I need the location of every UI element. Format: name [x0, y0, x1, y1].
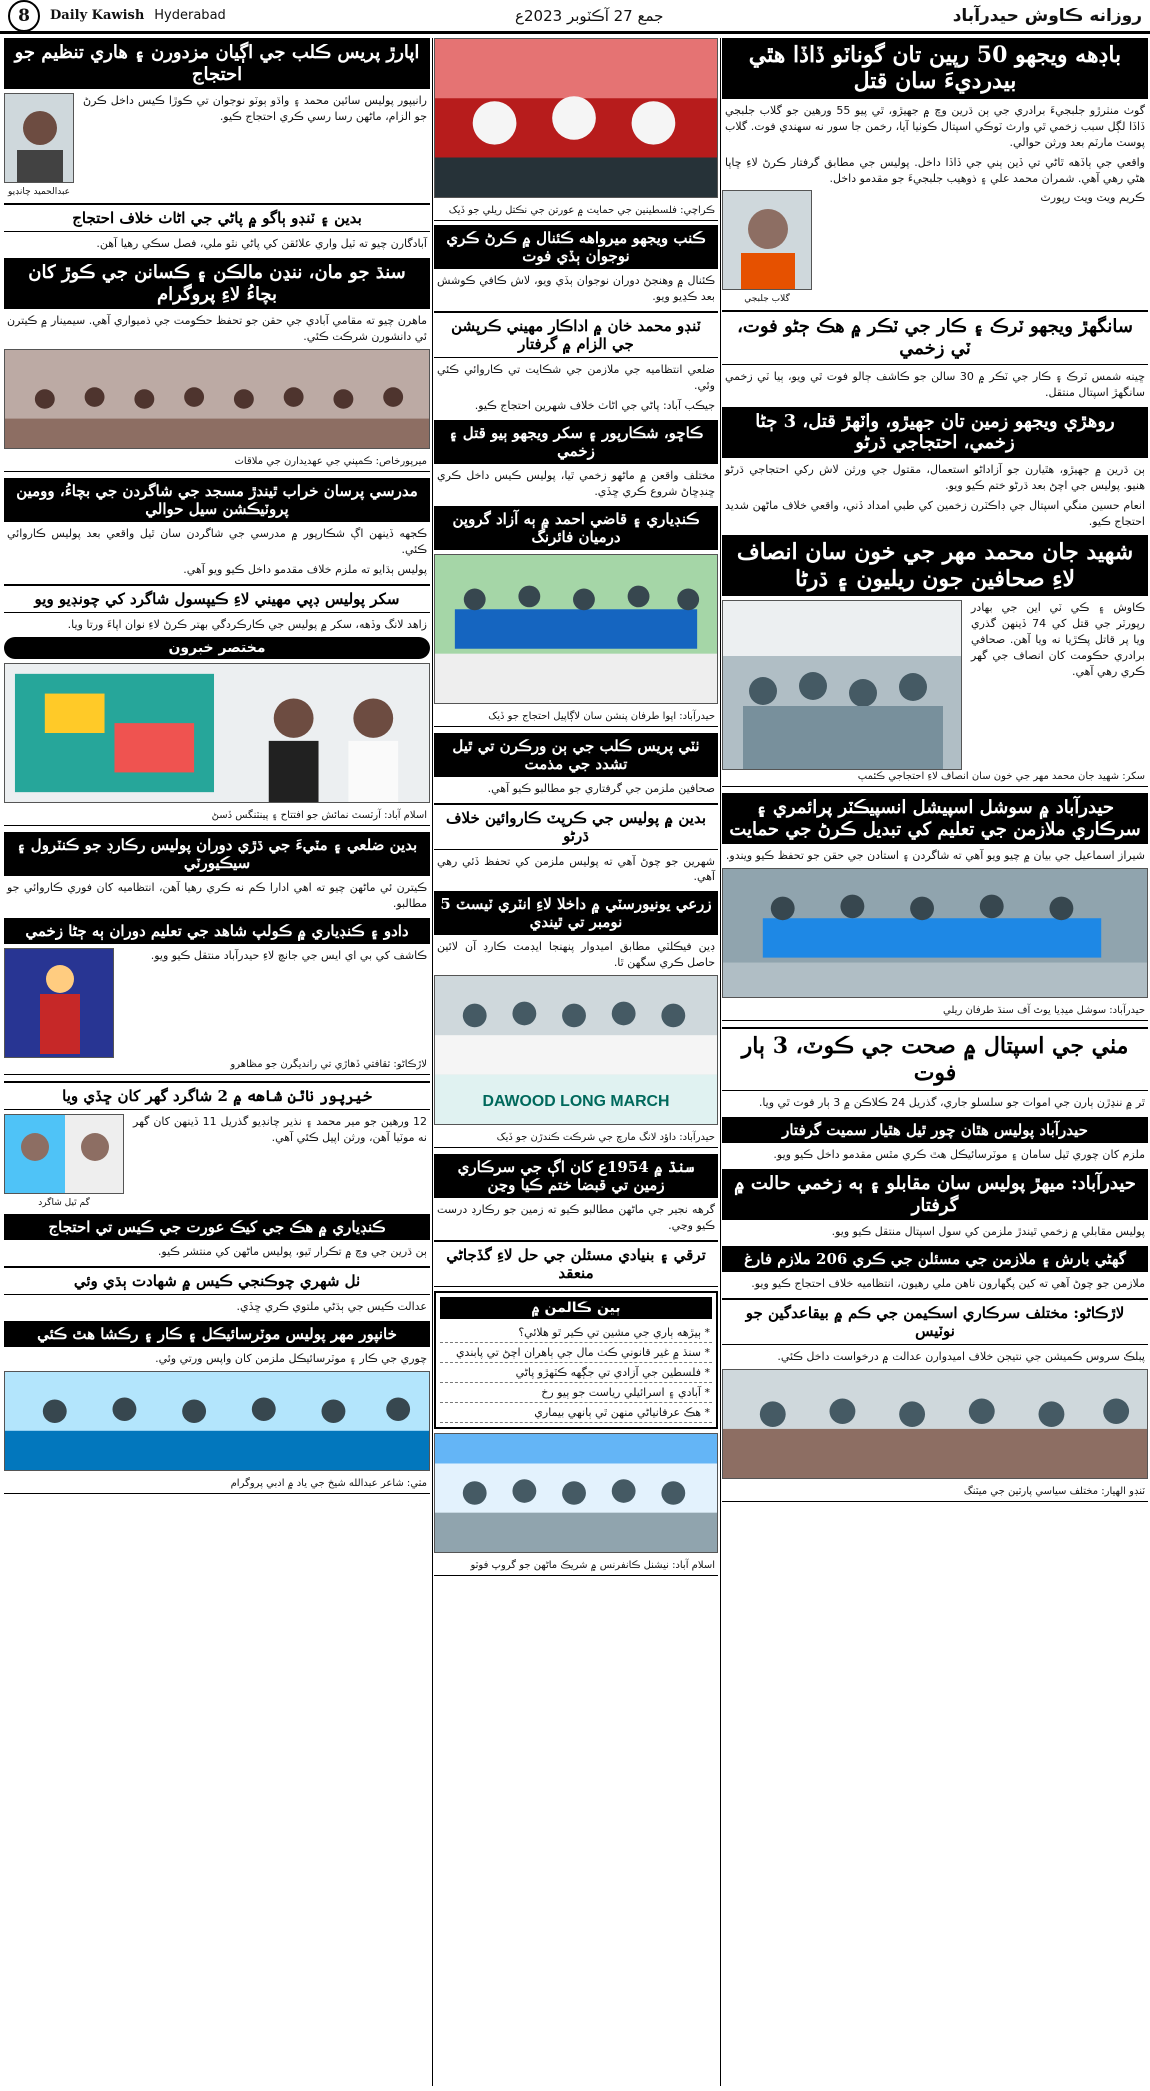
- story-body: پبلڪ سروس ڪميشن جي نتيجن خلاف اميدوارن عدالت ۾ درخواست داخل ڪئي.: [777, 1350, 1145, 1364]
- short-news-title: مختصر خبرون: [4, 637, 430, 659]
- portrait-caption: گم ٿيل شاگرد: [38, 1197, 90, 1208]
- photo-caption: ميرپورخاص: ڪمپني جي عهديدارن جي ملاقات: [4, 455, 430, 472]
- masthead-left: [8, 0, 226, 32]
- box-item[interactable]: * هڪ عرفانياڻي منهن ٿي ٻانهي بيماري: [440, 1403, 712, 1423]
- story: [4, 1266, 430, 1315]
- box-item[interactable]: * آبادي ۽ اسرائيلي رياست جو ٻيو رخ: [440, 1383, 712, 1403]
- box-item[interactable]: * فلسطين جي آزادي تي جڳهه ڪٽهڙو پاڻي: [440, 1363, 712, 1383]
- portrait-caption: عبدالحميد چانڊيو: [7, 187, 71, 198]
- story-body: ڪاشف کي بي اي ايس جي جانچ لاءِ حيدرآباد منتقل ڪيو ويو.: [150, 948, 427, 962]
- story: [4, 258, 430, 472]
- headline: بدين ۾ پوليس جي ڪرپٽ ڪاروائين خلاف ڌرڻو: [434, 803, 718, 850]
- portrait-photo: [4, 93, 74, 183]
- issue-date: جمع 27 آڪٽوبر 2023ع: [515, 6, 664, 25]
- headline: خيرپور ناٿن شاهه ۾ 2 شاگرد گهر کان ڇڏي ويا: [4, 1081, 430, 1110]
- story: [4, 1321, 430, 1494]
- column-rule: [720, 38, 721, 2086]
- headline: باڊهه ويجهو 50 رپين تان گوناٽو ڏاڏا هٿي بيدرديءَ سان قتل: [722, 38, 1148, 99]
- urdu-title: روزانه ڪاوش حيدرآباد: [952, 5, 1142, 26]
- headline: لاڙڪاڻو: مختلف سرڪاري اسڪيمن جي ڪم ۾ بيقاعدگين جو نوٽيس: [722, 1298, 1148, 1345]
- headline: اپارڙ پريس ڪلب جي اڳيان مزدورن ۽ هاري تنظيم جو احتجاج: [4, 38, 430, 89]
- story-body: ملازمن جو چوڻ آهي ته کين پگهارون ناهن ملي رهيون، انتظاميه خلاف احتجاج ڪيو ويو.: [751, 1277, 1145, 1291]
- portrait: [722, 190, 812, 304]
- story-body: انعام حسين منگي اسپتال جي ڊاڪٽرن زخمين کي طبي امداد ڏني، واقعي خلاف ماڻهن شديد احتجاج ڪيو.: [725, 498, 1145, 528]
- story-body: ڊين فيڪلٽي مطابق اميدوار پنهنجا ايڊمٽ ڪارڊ آن لائين حاصل ڪري سگهن ٿا.: [437, 940, 715, 970]
- photo-caption: حيدرآباد: سوشل ميڊيا يوٿ آف سنڌ طرفان ريلي: [722, 1004, 1148, 1021]
- story: [4, 1081, 430, 1208]
- headline: سنڌ جو مان، ننڍن مالڪن ۽ ڪسانن جي ڪوڙ کان بچاءُ لاءِ پروگرام: [4, 258, 430, 309]
- photo-caption: سکر: شهيد جان محمد مهر جي خون سان انصاف لاءِ احتجاجي ڪئمپ: [722, 770, 1148, 787]
- photo-caption: حيدرآباد: داؤد لانگ مارچ جي شرڪت ڪندڙن جو ڏيک: [434, 1131, 718, 1148]
- story: [4, 918, 430, 1075]
- box-item[interactable]: * سنڌ ۾ غير قانوني ڪٺ مال جي ٻاهران اچڻ تي پابندي: [440, 1343, 712, 1363]
- photo-caption: حيدرآباد: اپوا طرفان پنشن سان لاڳاپيل احتجاج جو ڏيک: [434, 710, 718, 727]
- headline: ڪنب ويجهو ميرواهه ڪئنال ۾ ڪرڻ ڪري نوجوان ٻڏي فوت: [434, 225, 718, 269]
- english-title: Daily Kawish: [50, 8, 145, 23]
- headline: دادو ۽ ڪنڊياري ۾ ڪولپ شاهد جي تعليم دوران ٻه ڄڻا زخمي: [4, 918, 430, 944]
- portrait: [4, 1114, 124, 1208]
- story-body: آبادگارن چيو ته ٽيل واري علائقن کي پاڻي نٿو ملي، فصل سڪي رهيا آهن.: [96, 237, 427, 251]
- story: [434, 420, 718, 500]
- column-rule: [432, 38, 433, 2086]
- crowd-photo: [4, 349, 430, 449]
- photo-caption: لاڙڪاڻو: ثقافتي ڏهاڙي تي رانديگرن جو مظاهرو: [4, 1058, 430, 1075]
- story-body: شيراز اسماعيل جي بيان ۾ چيو ويو آهي ته شاگردن ۽ استادن جي حقن جو تحفظ ڪيو ويندو.: [725, 849, 1145, 863]
- story: [4, 1214, 430, 1260]
- story-body: ماهرن چيو ته مقامي آبادي جي حقن جو تحفظ حڪومت جي ذميواري آهي. سيمينار ۾ ڪيترن ئي دانشورن شرڪت ڪئي.: [7, 314, 427, 344]
- portrait: [4, 93, 74, 197]
- story-body: ضلعي انتظاميه جي ملازمن جي شڪايت تي ڪاروائي ڪئي وئي.: [437, 362, 715, 392]
- literary-event-photo: [4, 1371, 430, 1471]
- story-body: ٻن ڌرين ۾ جهيڙو، هٿيارن جو آزاداڻو استعمال، مقتول جي ورثن لاش رکي احتجاجي ڌرڻو هنيو. پوليس جي اچڻ بعد ڌرڻو ختم ڪيو ويو.: [725, 462, 1145, 492]
- story: [434, 311, 718, 414]
- headline: سکر پوليس ڊپي مهيني لاءِ ڪيپسول شاگرد کي چونڊيو ويو: [4, 584, 430, 613]
- story: [434, 38, 718, 305]
- headline: ڪنڊياري ۽ قاضي احمد ۾ ٻه آزاد گروپن درميان فائرنگ: [434, 506, 718, 550]
- story-body: ڪئنال ۾ وهنجڻ دوران نوجوان ٻڏي ويو، لاش ڪافي ڪوشش بعد ڪڍيو ويو.: [437, 274, 715, 303]
- story-body: 12 ورهين جو مير محمد ۽ نذير چانڊيو گذريل 11 ڏينهن کان گهر نه موٽيا آهن، ورثن اپيل ڪئي آهي.: [133, 1114, 427, 1144]
- story-body: صحافين ملزمن جي گرفتاري جو مطالبو ڪيو آهي.: [487, 781, 715, 795]
- pension-protest-photo: [434, 554, 718, 704]
- headline: بدين ۽ ٽنڊو ٻاگو ۾ پاڻي جي اڻاٺ خلاف احتجاج: [4, 203, 430, 232]
- art-exhibition-photo: [4, 663, 430, 803]
- conference-photo: [434, 1433, 718, 1553]
- long-march-photo: [434, 975, 718, 1125]
- banner-text: DAWOOD LONG MARCH: [482, 1093, 670, 1111]
- cultural-performer-photo: [4, 948, 114, 1058]
- headline: مدرسي پرسان خراب ٿيندڙ مسجد جي شاگردن جي بچاءُ، وومين پروٽيڪشن سيل حوالي: [4, 478, 430, 522]
- story-body: ڪجهه ڏينهن اڳ شڪارپور ۾ مدرسي جي شاگردن سان ٿيل واقعي بعد پوليس ڪاروائي ڪئي.: [7, 527, 427, 557]
- story: [722, 1117, 1148, 1163]
- story-body: ملزم کان چوري ٿيل سامان ۽ موٽرسائيڪل هٿ ڪري مٿس مقدمو داخل ڪيو ويو.: [773, 1148, 1145, 1162]
- women-rally-photo: [434, 38, 718, 198]
- story-body: جيڪب آباد: پاڻي جي اڻاٺ خلاف شهرين احتجاج ڪيو.: [474, 398, 715, 412]
- story: [434, 1154, 718, 1234]
- story-row: [4, 1114, 430, 1208]
- story: [434, 1240, 718, 1576]
- page-number: 8: [8, 0, 40, 32]
- story: [434, 733, 718, 797]
- story: [434, 506, 718, 727]
- headline: مٺي جي اسپتال ۾ صحت جي ڪوٽ، 3 ٻار فوت: [722, 1027, 1148, 1091]
- story-row: [4, 93, 430, 197]
- story-body: گرهه نجير جي ماڻهن مطالبو ڪيو ته زمين جو رڪارڊ درست ڪيو وڃي.: [437, 1203, 715, 1233]
- story: [722, 38, 1148, 304]
- story-body: ڇينه شمس ٽرڪ ۽ ڪار جي ٽڪر ۾ 30 سالن جو ڪاشف ڄالو فوت ٿي ويو، ٻيا ٽي زخمي سانگهڙ اسپتال منتقل.: [725, 369, 1145, 399]
- photo-caption: ٽنڊو الهيار: مختلف سياسي پارٽين جي ميٽنگ: [722, 1485, 1148, 1502]
- headline: روهڙي ويجهو زمين تان جهيڙو، واٽهڙ قتل، 3 ڄڻا زخمي، احتجاجي ڌرڻو: [722, 407, 1148, 458]
- headline: بدين ضلعي ۽ مٽيءَ جي ڌڙي دوران پوليس رڪارڊ جو ڪنٽرول ۽ سيڪيورٽي: [4, 832, 430, 876]
- inside-pages-box: [434, 1291, 718, 1429]
- story: [4, 832, 430, 912]
- story-row: [4, 948, 430, 1058]
- story-body: پوليس ٻڌايو ته ملزم خلاف مقدمو داخل ڪيو ويو آهي.: [183, 563, 427, 577]
- headline: ٺٽي پريس ڪلب جي ٻن ورڪرن تي ٿيل تشدد جي مذمت: [434, 733, 718, 777]
- story-body: ٻن ڌرين جي وچ ۾ تڪرار ٿيو، پوليس ماڻهن کي منتشر ڪيو.: [157, 1244, 427, 1258]
- story: [722, 1298, 1148, 1502]
- column-right: [722, 38, 1148, 2086]
- headline: ڪنڊياري ۾ هڪ جي کيڪ عورت جي ڪيس تي احتجاج: [4, 1214, 430, 1240]
- story-body: عدالت ڪيس جي ٻڌڻي ملتوي ڪري ڇڏي.: [236, 1299, 427, 1313]
- masthead: [0, 0, 1150, 34]
- story: [722, 407, 1148, 530]
- story-body: مختلف واقعن ۾ ماڻهو زخمي ٿيا، پوليس ڪيس داخل ڪري ڇنڊڇاڻ شروع ڪري ڇڏي.: [437, 468, 715, 498]
- story: [722, 535, 1148, 787]
- portrait-photo: [722, 190, 812, 290]
- missing-students-photo: [4, 1114, 124, 1194]
- story: [722, 1027, 1148, 1111]
- headline: ترقي ۽ بنيادي مسئلن جي حل لاءِ گڏجاڻي منعقد: [434, 1240, 718, 1287]
- story: [434, 891, 718, 1148]
- headline: شهيد جان محمد مهر جي خون سان انصاف لاءِ صحافين جون ريليون ۽ ڌرڻا: [722, 535, 1148, 596]
- story: [722, 1169, 1148, 1240]
- photo-caption: اسلام آباد: آرٽسٽ نمائش جو افتتاح ۽ پينٽنگس ڏسڻ: [4, 809, 430, 826]
- story-body: رانيپور پوليس سائين محمد ۽ واڌو ٻوٽو نوجوان تي ڪوڙا ڪيس داخل ڪرڻ جو الزام، ماڻهن رسا رسي ڪري احتجاج ڪيو.: [83, 94, 427, 124]
- headline: حيدرآباد پوليس هٿان چور ٿيل هٿيار سميت گرفتار: [722, 1117, 1148, 1143]
- story: [722, 310, 1148, 400]
- story-row: [722, 190, 1148, 304]
- story-body: زاهد لانگ وڏهه، سکر ۾ پوليس جي ڪارڪردگي بهتر ڪرڻ لاءِ نوان اپاءَ ورتا ويا.: [67, 618, 427, 631]
- headline: سانگهڙ ويجهو ٽرڪ ۽ ڪار جي ٽڪر ۾ هڪ ڄڻو فوت، ٽي زخمي: [722, 310, 1148, 364]
- story-body: ڪيترن ئي ماڻهن چيو ته اهي ادارا ڪم نه ڪري رهيا آهن، انتظاميه کان فوري ڪاروائي جو مطالبو.: [7, 880, 427, 910]
- story: [4, 478, 430, 578]
- story-body: ٿر ۾ ننڍڙن ٻارن جي اموات جو سلسلو جاري، گذريل 24 ڪلاڪن ۾ 3 ٻار فوت ٿي ويا.: [758, 1096, 1145, 1110]
- column-middle: [434, 38, 718, 2086]
- headline: حيدرآباد ۾ سوشل اسپيشل انسپيڪٽر پرائمري ۽ سرڪاري ملازمن جي تعليم کي تبديل ڪرڻ جي حمايت: [722, 793, 1148, 844]
- headline: حيدرآباد: ميهڙ پوليس سان مقابلو ۽ ٻه زخمي حالت ۾ گرفتار: [722, 1169, 1148, 1220]
- box-item[interactable]: * ٻيڙهه ٻاري جي مشين تي ڪير ٿو هلائي؟: [440, 1323, 712, 1343]
- column-left: [4, 38, 430, 2086]
- portrait-caption: گلاب جلبجي: [744, 294, 790, 305]
- story: [434, 803, 718, 886]
- story-body: واقعي جي ٻاڏهه ٿاڻي تي ڏين ٻني جي ڏاڏا داخل. پوليس جي مطابق گرفتار ڪرڻ لاءِ ڇاپا هڻي رهي آهي. شمران محمد علي ۽ ذوهيب جلبجيءَ جو مقدمو داخل.: [725, 155, 1145, 185]
- city: Hyderabad: [154, 8, 226, 23]
- meeting-photo: [722, 1369, 1148, 1479]
- story-row: [722, 600, 1148, 770]
- headline: سنڌ ۾ 1954ع کان اڳ جي سرڪاري زمين تي قبضا ختم ڪيا وڃن: [434, 1154, 718, 1198]
- headline: ٺل شهري چوڪنجي ڪيس ۾ شهادت ٻڌي وئي: [4, 1266, 430, 1295]
- story-body: ڪاوش ۽ ڪي ٽي اين جي بهادر رپورٽر جي قتل کي 74 ڏينهن گذري ويا پر قاتل پڪڙيا نه ويا آهن. صحافي برادري حڪومت کان انصاف جي گهر ڪري رهي آهي.: [971, 601, 1145, 678]
- box-title: ٻين ڪالمن ۾: [440, 1297, 712, 1319]
- photo-caption: مٺي: شاعر عبدالله شيخ جي ياد ۾ ادبي پروگرام: [4, 1477, 430, 1494]
- story-body: پوليس مقابلي ۾ زخمي ٿيندڙ ملزمن کي سول اسپتال منتقل ڪيو ويو.: [831, 1225, 1145, 1239]
- protest-camp-photo: [722, 600, 962, 770]
- story-body: ڪريم ويٽ ويٽ رپورٽ: [1040, 191, 1145, 205]
- story: [4, 38, 430, 197]
- headline: خانپور مهر پوليس موٽرسائيڪل ۽ ڪار ۽ رڪشا هٿ ڪئي: [4, 1321, 430, 1347]
- photo-caption: اسلام آباد: نيشنل ڪانفرنس ۾ شريڪ ماڻهن جو گروپ فوٽو: [434, 1559, 718, 1576]
- story: [4, 203, 430, 252]
- headline: ٽنڊو محمد خان ۾ اداڪار مهيني ڪرپشن جي الزام ۾ گرفتار: [434, 311, 718, 358]
- story: [722, 1246, 1148, 1292]
- story-body: چوري جي ڪار ۽ موٽرسائيڪل ملزمن کان واپس ورتي وئي.: [155, 1351, 427, 1365]
- story-body: شهرين جو چوڻ آهي ته پوليس ملزمن کي تحفظ ڏئي رهي آهي.: [437, 854, 715, 884]
- rally-photo: [722, 868, 1148, 998]
- headline: گهڻي بارش ۽ ملازمن جي مسئلن جي ڪري 206 ملازم فارغ: [722, 1246, 1148, 1272]
- headline: ڪاڇو، شڪارپور ۽ سکر ويجهو ٻيو قتل ۽ زخمي: [434, 420, 718, 464]
- story: [722, 793, 1148, 1021]
- photo-caption: ڪراچي: فلسطينين جي حمايت ۾ عورتن جي نڪتل ريلي جو ڏيک: [434, 204, 718, 221]
- story: [4, 584, 430, 826]
- story-body: گوٺ منٺرڙو جلبجيءَ برادري جي ٻن ڌرين وچ ۾ جهيڙو، ٿي پيو 55 ورهين جو گلاب جلبجي ڏاڏا لڳل سبب زخمي ٿي وارث ٽوڪي اسپتال ڪوٺيا آيا، رخمن جا سور نه سهندي فوت. گلاب پوسٽ مارٽم بعد ورثن حوالي.: [725, 103, 1145, 149]
- headline: زرعي يونيورسٽي ۾ داخلا لاءِ انٽري ٽيسٽ 5 نومبر تي ٿيندي: [434, 891, 718, 935]
